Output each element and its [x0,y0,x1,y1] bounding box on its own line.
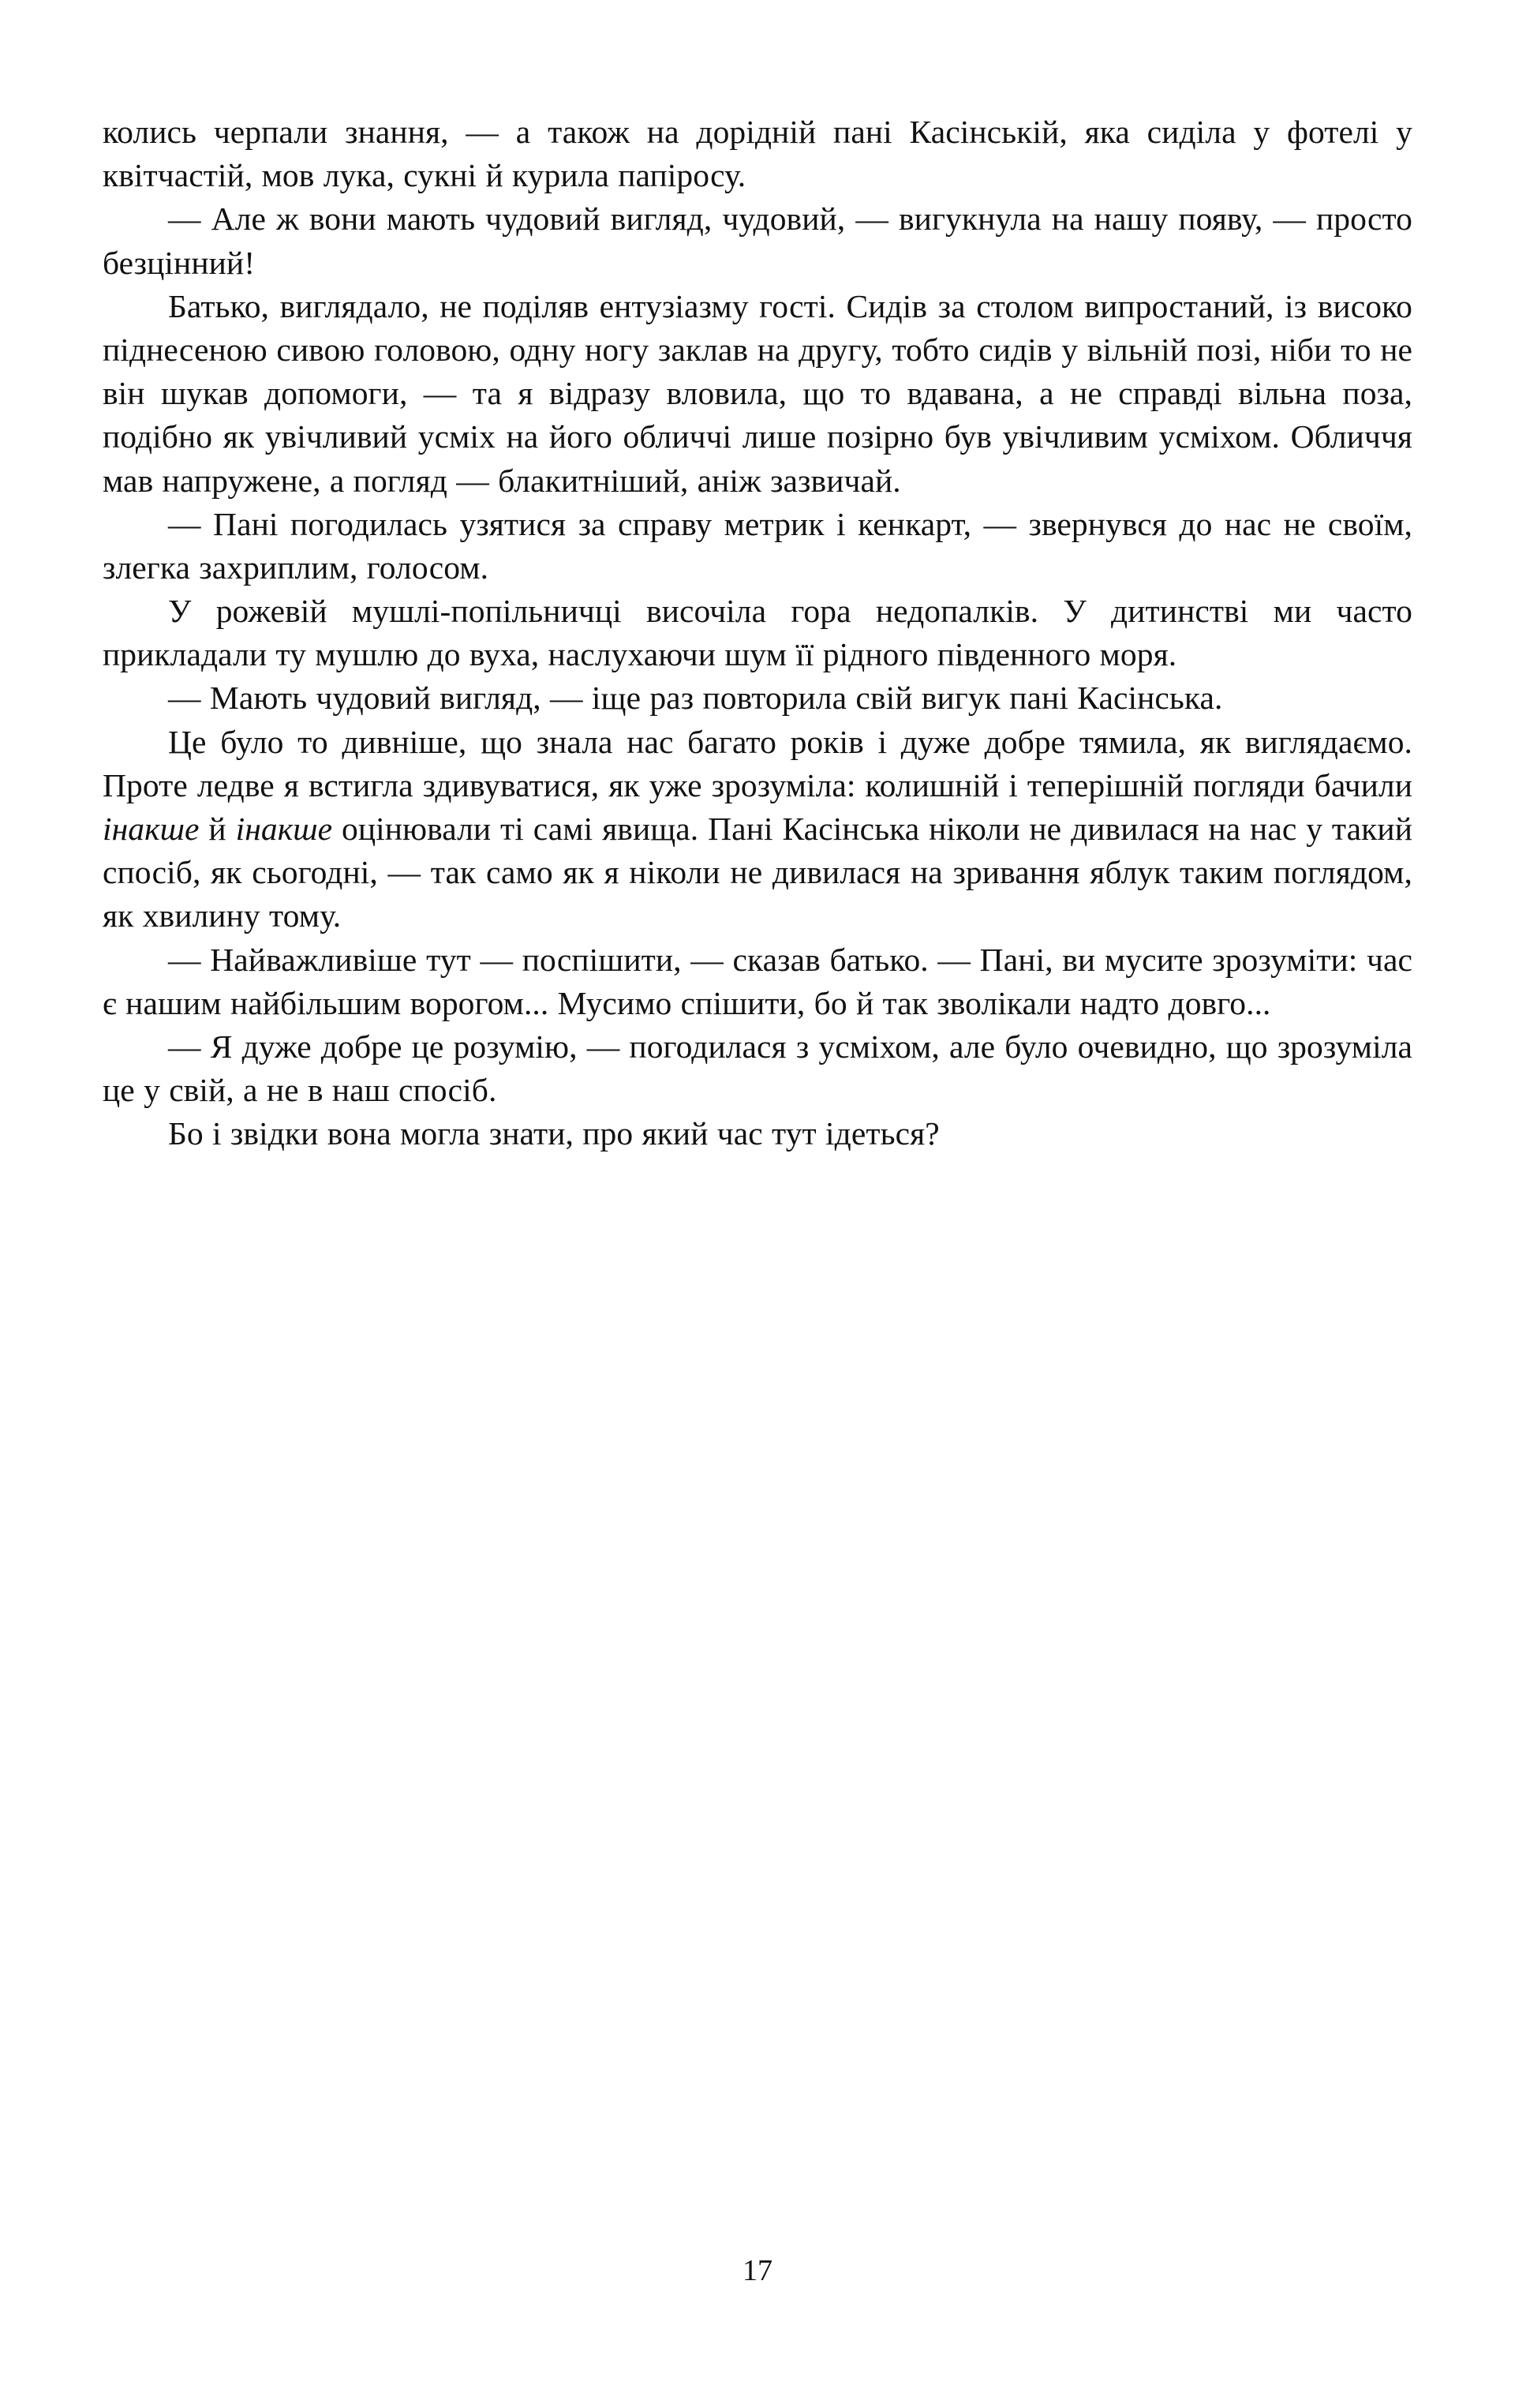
paragraph: — Найважливіше тут — поспішити, — сказав батько. — Пані, ви мусите зрозуміти: час є нашим найбільшим ворогом... Мусимо спішити, бо й так зволікали надто довго... [103,941,1412,1021]
page-text-body [103,110,1412,1156]
paragraph-with-emphasis: Це було то дивніше, що знала нас багато років і дуже добре тямила, як виглядаємо. Проте ледве я встигла здивуватися, як уже зрозуміла: колишній і теперішній погляди бачили інакше й інакше оцінювали ті самі явища. Пані Касінська ніколи не дивилася на нас у такий спосіб, як сьогодні, — так само як я ніколи не дивилася на зривання яблук таким поглядом, як хвилину тому. [103,723,1412,934]
paragraph: колись черпали знання, — а також на дорідній пані Касінській, яка сиділа у фотелі у квітчастій, мов лука, сукні й курила папіросу. [103,114,1412,194]
paragraph: — Мають чудовий вигляд, — іще раз повторила свій вигук пані Касінська. [168,680,1223,717]
paragraph: — Я дуже добре це розумію, — погодилася з усміхом, але було очевидно, що зрозуміла це у свій, а не в наш спосіб. [103,1028,1412,1109]
paragraph: У рожевій мушлі-попільничці височіла гора недопалків. У дитинстві ми часто прикладали ту мушлю до вуха, наслухаючи шум її рідного південного моря. [103,593,1412,673]
paragraph: Бо і звідки вона могла знати, про який час тут ідеться? [168,1115,940,1152]
paragraph: Батько, виглядало, не поділяв ентузіазму гості. Сидів за столом випростаний, із високо піднесеною сивою головою, одну ногу заклав на другу, тобто сидів у вільній позі, ніби то не він шукав допомоги, — та я відразу вловила, що то вдавана, а не справді вільна поза, подібно як увічливий усміх на його обличчі лише позірно був увічливим усміхом. Обличчя мав напружене, а погляд — блакитніший, аніж зазвичай. [103,287,1412,499]
paragraph: — Пані погодилась узятися за справу метрик і кенкарт, — звернувся до нас не своїм, злегка захриплим, голосом. [103,505,1412,586]
page-number: 17 [743,2254,772,2287]
paragraph: — Але ж вони мають чудовий вигляд, чудовий, — вигукнула на нашу появу, — просто безцінний! [103,200,1412,281]
